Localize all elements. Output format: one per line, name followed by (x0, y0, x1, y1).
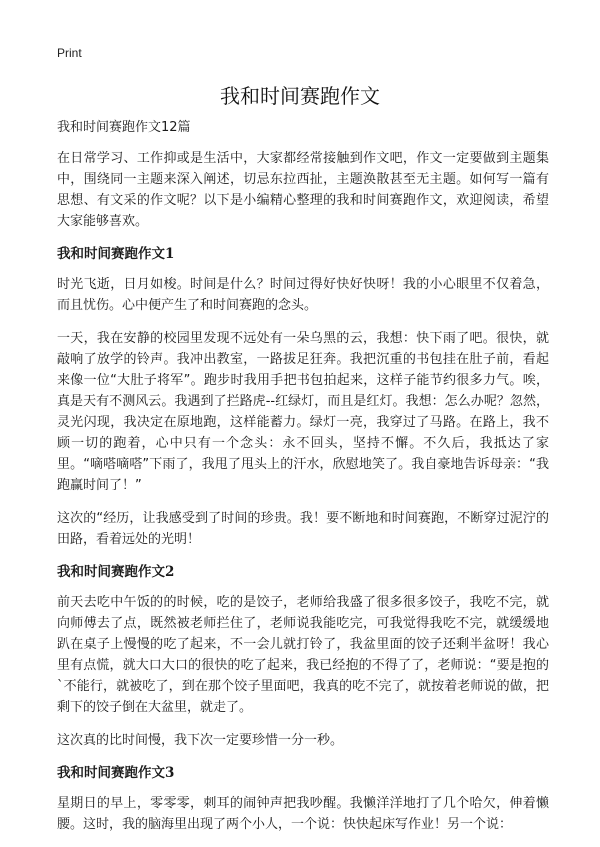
intro-paragraph: 在日常学习、工作抑或是生活中，大家都经常接触到作文吧，作文一定要做到主题集中，围绕同一主题来深入阐述，切忌东拉西扯，主题涣散甚至无主题。如何写一篇有思想、有文采的作文呢？以下是小编精心整理的我和时间赛跑作文，欢迎阅读，希望大家能够喜欢。 (57, 151, 549, 229)
section-paragraph: 时光飞逝，日月如梭。时间是什么？时间过得好快好快呀！我的小心眼里不仅着急，而且忧伤。心中便产生了和时间赛跑的念头。 (57, 277, 549, 313)
article-body (57, 118, 549, 847)
section-heading: 我和时间赛跑作文1 (57, 246, 175, 262)
section-paragraph: 这次真的比时间慢，我下次一定要珍惜一分一秒。 (57, 733, 344, 748)
section-paragraph: 这次的“经历，让我感受到了时间的珍贵。我！要不断地和时间赛跑，不断穿过泥泞的田路，看着远处的光明！ (57, 511, 549, 547)
section-paragraph: 前天去吃中午饭的的时候，吃的是饺子，老师给我盛了很多很多饺子，我吃不完，就向师傅去了点，既然被老师拦住了，老师说我能吃完，可我觉得我吃不完，就缓缓地趴在桌子上慢慢的吃了起来，不一会儿就打铃了，我盆里面的饺子还剩半盆呀！我心里有点慌，就大口大口的很快的吃了起来，我已经抱的不得了了，老师说：“要是抱的`不能行，就被吃了，到在那个饺子里面吧，我真的吃不完了，就按着老师说的做，把剩下的饺子倒在大盆里，就走了。 (57, 595, 549, 715)
article-subtitle: 我和时间赛跑作文12篇 (57, 120, 191, 135)
section-heading: 我和时间赛跑作文2 (57, 564, 175, 580)
print-link[interactable]: Print (57, 46, 82, 60)
page-title: 我和时间赛跑作文 (220, 84, 380, 108)
section-heading: 我和时间赛跑作文3 (57, 765, 175, 781)
section-paragraph: 星期日的早上，零零零，刺耳的闹钟声把我吵醒。我懒洋洋地打了几个哈欠，伸着懒腰。这时，我的脑海里出现了两个小人，一个说：快快起床写作业！另一个说： (57, 796, 549, 832)
section-paragraph: 一天，我在安静的校园里发现不远处有一朵乌黑的云，我想：快下雨了吧。很快，就敲响了放学的铃声。我冲出教室，一路拔足狂奔。我把沉重的书包挂在肚子前，看起来像一位“大肚子将军”。跑步时我用手把书包拍起来，这样子能节约很多力气。唉，真是天有不测风云。我遇到了拦路虎--红绿灯，而且是红灯。我想：怎么办呢？忽然，灵光闪现，我决定在原地跑，这样能蓄力。绿灯一亮，我穿过了马路。在路上，我不顾一切的跑着，心中只有一个念头：永不回头，坚持不懈。不久后，我抵达了家里。“嘀嗒嘀嗒”下雨了，我甩了甩头上的汗水，欣慰地笑了。我自豪地告诉母亲：“我跑赢时间了！” (57, 331, 549, 493)
